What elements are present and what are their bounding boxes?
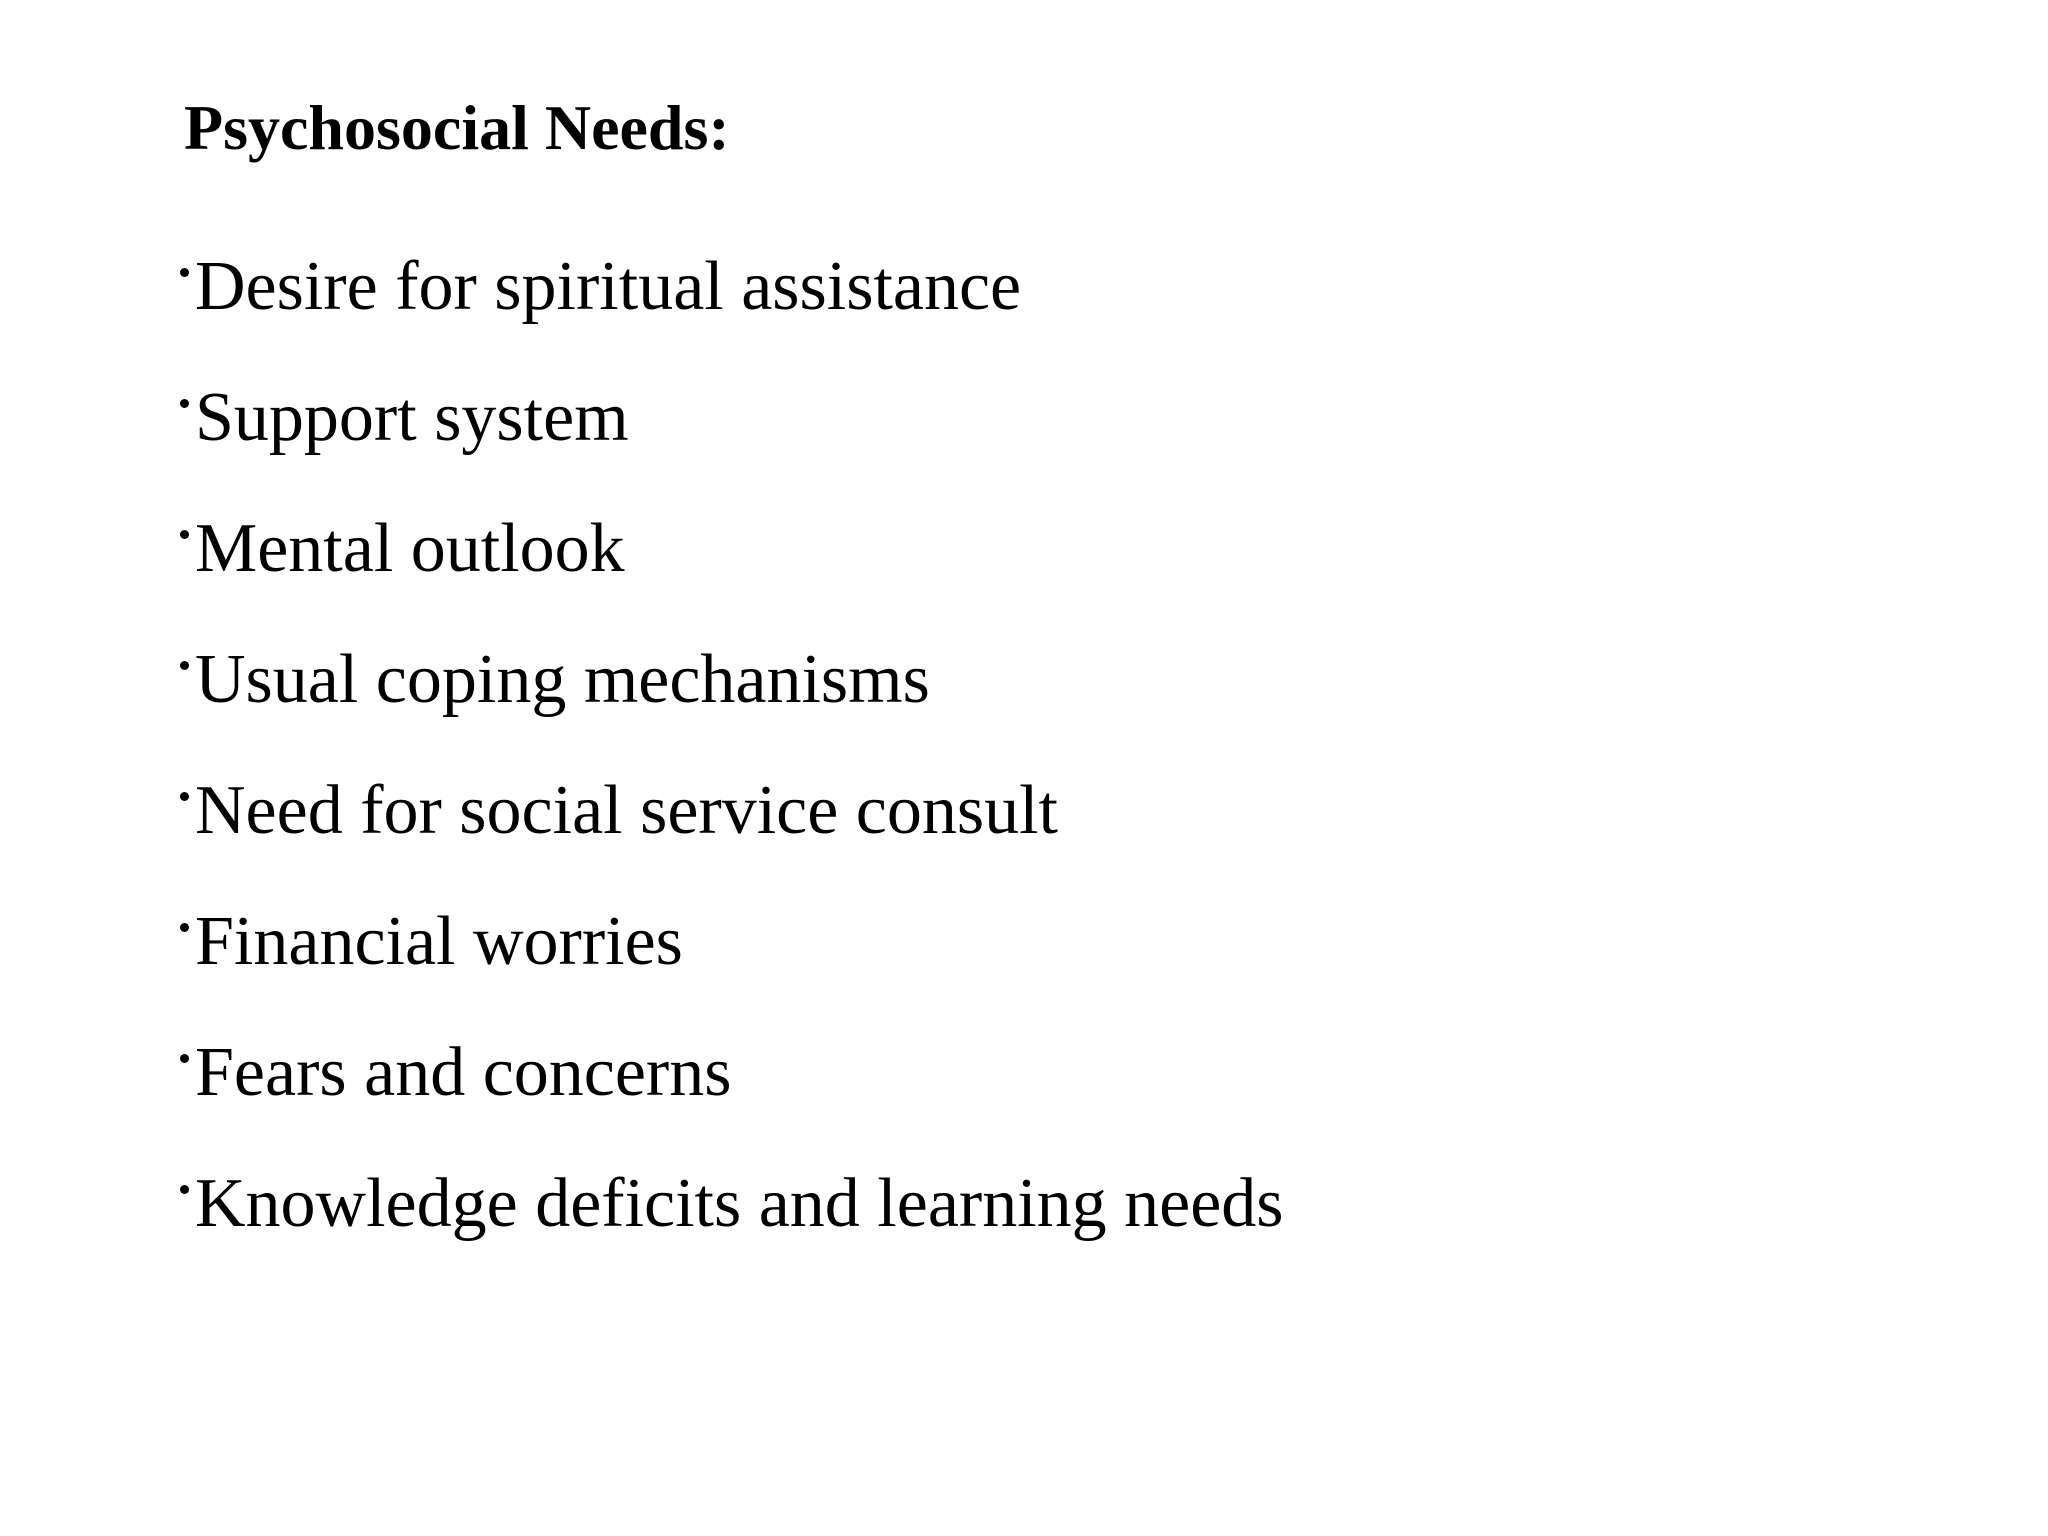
list-item-text: Knowledge deficits and learning needs (195, 1165, 1284, 1242)
list-item (180, 244, 1284, 375)
list-item-text: Support system (195, 379, 629, 456)
bullet-icon (180, 530, 189, 539)
list-item-text: Mental outlook (195, 510, 625, 587)
list-item-text: Usual coping mechanisms (195, 641, 930, 718)
list-item (180, 375, 1284, 506)
bullet-icon (180, 268, 189, 277)
bullet-list (180, 244, 1284, 1292)
list-item (180, 637, 1284, 768)
bullet-icon (180, 923, 189, 932)
list-item-text: Fears and concerns (195, 1034, 732, 1111)
bullet-icon (180, 399, 189, 408)
bullet-icon (180, 1185, 189, 1194)
bullet-icon (180, 661, 189, 670)
list-item (180, 899, 1284, 1030)
bullet-icon (180, 1054, 189, 1063)
list-item (180, 1030, 1284, 1161)
list-item (180, 1161, 1284, 1292)
list-item-text: Financial worries (195, 903, 683, 980)
slide-title: Psychosocial Needs: (184, 92, 730, 163)
list-item (180, 768, 1284, 899)
bullet-icon (180, 792, 189, 801)
list-item-text: Need for social service consult (195, 772, 1059, 849)
list-item-text: Desire for spiritual assistance (195, 248, 1022, 325)
list-item (180, 506, 1284, 637)
